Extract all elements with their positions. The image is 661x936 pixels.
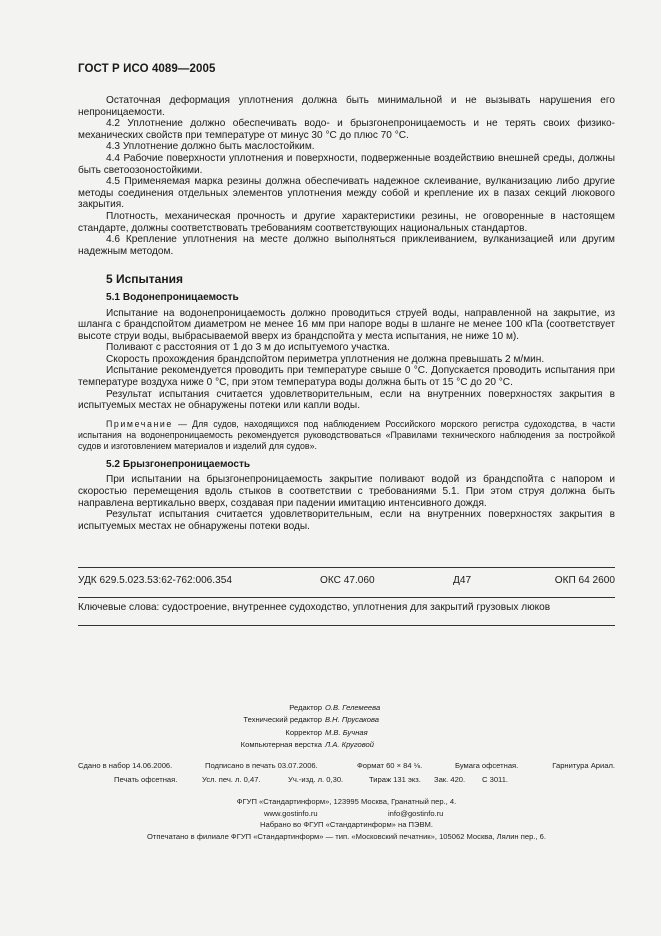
paragraph: Испытание рекомендуется проводить при температуре свыше 0 °С. Допускается проводить испытания при температуре воздуха ниже 0 °С, при этом температура воды должна быть от 15 °С до 20 °С.: [78, 365, 615, 389]
paragraph: При испытании на брызгонепроницаемость закрытие поливают водой из брандспойта с напором и скоростью перемещения вдоль стыков в соответствии с требованиями 5.1. При этом струя должна быть направлена вертикально вверх, создавая при падении имитацию интенсивного дождя.: [78, 474, 615, 509]
main-text: [78, 95, 615, 532]
keywords: Ключевые слова: судостроение, внутреннее судоходство, уплотнения для закрытий грузовых люков: [78, 602, 551, 613]
paragraph: 4.5 Применяемая марка резины должна обеспечивать надежное склеивание, вулканизацию либо другие методы соединения отдельных элементов уплотнения между собой и крепление их в пазах секций люкового закрытия.: [78, 176, 615, 211]
divider: [78, 567, 615, 568]
divider: [78, 625, 615, 626]
paragraph: Плотность, механическая прочность и другие характеристики резины, не оговоренные в настоящем стандарте, должны соответствовать требованиям соответствующих национальных стандартов.: [78, 210, 615, 234]
paragraph: Результат испытания считается удовлетворительным, если на внутренних поверхностях закрытия в испытуемых местах не обнаружены потеки или капли воды.: [78, 388, 615, 412]
standard-header: ГОСТ Р ИСО 4089—2005: [78, 63, 216, 75]
classification-row: [78, 575, 615, 589]
credit-line: Редактор О.В. Гелемеева: [289, 703, 381, 712]
group-code: Д47: [453, 575, 472, 586]
note-text: — Для судов, находящихся под наблюдением Российского морского регистра судоходства, в части испытания на водонепроницаемость рекомендуется руководствоваться «Правилами технического наблюдения за постройкой судов и изготовлением материалов и изделий для судов».: [78, 418, 615, 451]
subsection-heading: 5.2 Брызгонепроницаемость: [106, 458, 251, 470]
note-prefix: Примечание: [106, 418, 173, 429]
paragraph: Остаточная деформация уплотнения должна быть минимальной и не вызывать нарушения его непроницаемости.: [78, 95, 615, 118]
divider: [78, 597, 615, 598]
paragraph: 4.2 Уплотнение должно обеспечивать водо- и брызгонепроницаемость и не терять своих физико-механических свойств при температуре от минус 30 °С до плюс 70 °С.: [78, 118, 615, 141]
paragraph: 4.3 Уплотнение должно быть маслостойким.: [106, 141, 315, 153]
oks-code: ОКС 47.060: [320, 575, 375, 586]
paragraph: Скорость прохождения брандспойтом периметра уплотнения не должна превышать 2 м/мин.: [106, 353, 545, 365]
paragraph: Результат испытания считается удовлетворительным, если на внутренних поверхностях закрытия в испытуемых местах не обнаружены потеки воды.: [78, 509, 615, 532]
credit-line: Компьютерная верстка Л.А. Круговой: [240, 740, 374, 750]
udk-code: УДК 629.5.023.53:62-762:006.354: [78, 575, 232, 586]
credit-line: Технический редактор В.Н. Прусакова: [243, 715, 379, 725]
print-info: Сдано в набор 14.06.2006. Подписано в печать 03.07.2006. Формат 60 × 84 ⅛. Бумага офсетная. Гарнитура Ариал. Печать офсетная. Усл. печ. л. 0,47. Уч.-изд. л. 0,30. Тираж 131 экз. Зак. 420. С 3011.: [78, 761, 615, 784]
okp-code: ОКП 64 2600: [554, 575, 615, 586]
publisher-info: ФГУП «Стандартинформ», 123995 Москва, Гранатный пер., 4. www.gostinfo.ru info@gostinfo.ru Набрано во ФГУП «Стандартинформ» на ПЭВМ. Отпечатано в филиале ФГУП «Стандартинформ» — тип. «Московский печатник», 105062 Москва, Лялин пер., 6.: [147, 797, 546, 841]
paragraph: 4.4 Рабочие поверхности уплотнения и поверхности, подверженные воздействию внешней среды, должны быть светоозоностойкими.: [78, 152, 615, 176]
paragraph: 4.6 Крепление уплотнения на месте должно выполняться приклеиванием, вулканизацией или другим надежным методом.: [78, 234, 615, 257]
note: [78, 419, 615, 452]
paragraph: Поливают с расстояния от 1 до 3 м до испытуемого участка.: [106, 342, 390, 354]
email-link: info@gostinfo.ru: [388, 808, 444, 818]
credit-line: Корректор М.В. Бучная: [285, 727, 368, 737]
editorial-credits: [200, 702, 440, 752]
website-link: www.gostinfo.ru: [264, 808, 318, 818]
paragraph: Испытание на водонепроницаемость должно проводиться струей воды, направленной на закрытие, из шланга с брандспойтом диаметром не менее 16 мм при напоре воды в шланге не менее 100 кПа (соответствует высоте струи воды, выбрасываемой вверх из брандспойта у места испытания, не ниже 10 м).: [78, 307, 615, 342]
section-heading: 5 Испытания: [106, 272, 183, 287]
subsection-heading: 5.1 Водонепроницаемость: [106, 291, 239, 303]
